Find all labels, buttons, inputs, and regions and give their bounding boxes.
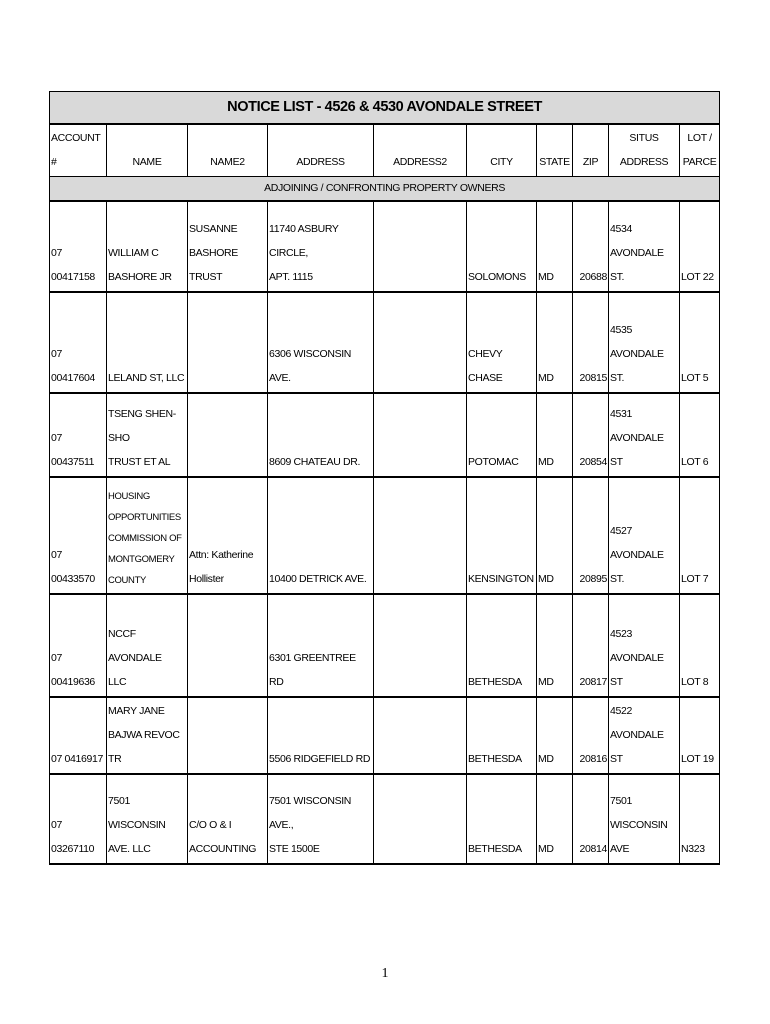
address-cell [268, 774, 374, 864]
account-cell [50, 201, 107, 292]
situs-address-line: WISCONSIN [610, 819, 668, 831]
name-line: OPPORTUNITIES [108, 512, 181, 523]
account-line: 07 [51, 549, 62, 561]
lot-parcel-cell: LOT 8 [680, 594, 720, 697]
account-line: 00417158 [51, 271, 95, 283]
lot-parcel-cell: LOT 19 [680, 697, 720, 774]
table-row [50, 393, 720, 477]
situs-address-line: 4535 [610, 324, 632, 336]
name-line: LLC [108, 676, 127, 688]
situs-address-line: 7501 [610, 795, 632, 807]
page-number: 1 [381, 966, 389, 981]
address-line: 11740 ASBURY CIRCLE, [269, 223, 339, 259]
name-cell [107, 393, 188, 477]
account-line: 07 [51, 652, 62, 664]
city-cell: BETHESDA [467, 774, 537, 864]
address-line: APT. 1115 [269, 271, 313, 283]
name2-line: C/O O & I [189, 819, 232, 831]
header-situs-line2: ADDRESS [619, 156, 669, 168]
name-cell [107, 594, 188, 697]
lot-parcel-cell: LOT 6 [680, 393, 720, 477]
account-line: 07 [51, 819, 62, 831]
situs-address-cell [609, 477, 680, 594]
name-line: TRUST ET AL [108, 456, 171, 468]
table-row [50, 477, 720, 594]
address-line: 10400 DETRICK AVE. [269, 573, 367, 585]
account-line: 00419636 [51, 676, 95, 688]
name-line: 7501 WISCONSIN [108, 795, 166, 831]
name-line: COUNTY [108, 575, 147, 586]
account-line: 07 [51, 432, 62, 444]
situs-address-line: AVONDALE ST. [610, 549, 664, 585]
situs-address-line: AVE [610, 843, 630, 855]
account-cell [50, 292, 107, 393]
lot-parcel-cell: LOT 22 [680, 201, 720, 292]
header-situs-line1: SITUS [629, 132, 659, 144]
situs-address-line: 4527 [610, 525, 632, 537]
account-line: 03267110 [51, 843, 95, 855]
city-cell: SOLOMONS [467, 201, 537, 292]
name-line: BASHORE JR [108, 271, 172, 283]
name-cell [107, 774, 188, 864]
zip-cell: 20688 [573, 201, 609, 292]
address-cell [268, 393, 374, 477]
name2-cell [188, 594, 268, 697]
account-cell [50, 594, 107, 697]
name-cell [107, 201, 188, 292]
header-situs-address [609, 124, 680, 177]
header-city: CITY [467, 124, 537, 177]
situs-address-line: AVONDALE ST [610, 729, 664, 765]
address-cell [268, 477, 374, 594]
situs-address-cell [609, 774, 680, 864]
lot-parcel-cell: N323 [680, 774, 720, 864]
city-cell: BETHESDA [467, 697, 537, 774]
name-line: WILLIAM C [108, 247, 159, 259]
address2-cell [374, 393, 467, 477]
situs-address-line: 4523 [610, 628, 632, 640]
address-line: 6301 GREENTREE RD [269, 652, 356, 688]
name2-line: BASHORE TRUST [189, 247, 238, 283]
address2-cell [374, 292, 467, 393]
situs-address-line: AVONDALE ST. [610, 348, 664, 384]
address-line: 8609 CHATEAU DR. [269, 456, 361, 468]
lot-parcel-cell: LOT 7 [680, 477, 720, 594]
header-account: ACCOUNT # [50, 124, 107, 177]
section-label: ADJOINING / CONFRONTING PROPERTY OWNERS [50, 177, 720, 202]
situs-address-cell [609, 594, 680, 697]
account-line: 07 0416917 [51, 753, 103, 765]
address-cell [268, 697, 374, 774]
header-address2: ADDRESS2 [374, 124, 467, 177]
account-cell [50, 477, 107, 594]
name-line: HOUSING [108, 491, 150, 502]
name2-cell [188, 201, 268, 292]
table-row [50, 594, 720, 697]
city-cell: BETHESDA [467, 594, 537, 697]
address2-cell [374, 697, 467, 774]
header-lot-line2: PARCE [682, 156, 717, 168]
situs-address-line: AVONDALE ST [610, 432, 664, 468]
account-cell [50, 774, 107, 864]
state-cell: MD [537, 393, 573, 477]
city-cell: CHEVY CHASE [467, 292, 537, 393]
state-cell: MD [537, 477, 573, 594]
name2-cell [188, 393, 268, 477]
address-cell [268, 594, 374, 697]
address-line: 6306 WISCONSIN AVE. [269, 348, 352, 384]
zip-cell: 20895 [573, 477, 609, 594]
zip-cell: 20815 [573, 292, 609, 393]
situs-address-line: AVONDALE ST [610, 652, 664, 688]
situs-address-line: 4531 [610, 408, 632, 420]
situs-address-line: 4522 [610, 705, 632, 717]
header-lot-parcel [680, 124, 720, 177]
zip-cell: 20817 [573, 594, 609, 697]
state-cell: MD [537, 594, 573, 697]
state-cell: MD [537, 774, 573, 864]
name-line: COMMISSION OF [108, 533, 182, 544]
name-line: MONTGOMERY [108, 554, 175, 565]
owner-rows [50, 201, 720, 864]
account-line: 00433570 [51, 573, 95, 585]
name-line: BAJWA REVOC TR [108, 729, 180, 765]
address-line: 5506 RIDGEFIELD RD [269, 753, 371, 765]
name2-cell [188, 774, 268, 864]
header-address: ADDRESS [268, 124, 374, 177]
state-cell: MD [537, 292, 573, 393]
account-cell [50, 697, 107, 774]
account-line: 07 [51, 247, 62, 259]
name-line: NCCF AVONDALE [108, 628, 162, 664]
table-row [50, 201, 720, 292]
account-cell [50, 393, 107, 477]
name-cell [107, 697, 188, 774]
name-cell [107, 292, 188, 393]
table-row [50, 292, 720, 393]
account-line: 00437511 [51, 456, 95, 468]
name-cell [107, 477, 188, 594]
name2-cell [188, 292, 268, 393]
city-cell: POTOMAC [467, 393, 537, 477]
state-cell: MD [537, 697, 573, 774]
situs-address-cell [609, 393, 680, 477]
address-line: 7501 WISCONSIN AVE., [269, 795, 352, 831]
address-line: STE 1500E [269, 843, 320, 855]
table-row [50, 697, 720, 774]
address2-cell [374, 477, 467, 594]
situs-address-cell [609, 201, 680, 292]
name2-line: SUSANNE [189, 223, 238, 235]
name2-line: Attn: Katherine [189, 549, 254, 561]
header-lot-line1: LOT / [687, 132, 712, 144]
address-cell [268, 292, 374, 393]
state-cell: MD [537, 201, 573, 292]
address2-cell [374, 774, 467, 864]
table-title: NOTICE LIST - 4526 & 4530 AVONDALE STREET [50, 92, 720, 125]
name2-line: ACCOUNTING [189, 843, 257, 855]
situs-address-line: AVONDALE ST. [610, 247, 664, 283]
zip-cell: 20814 [573, 774, 609, 864]
zip-cell: 20816 [573, 697, 609, 774]
notice-list-table [49, 91, 720, 865]
zip-cell: 20854 [573, 393, 609, 477]
table-row [50, 774, 720, 864]
name2-line: Hollister [189, 573, 224, 585]
name-line: LELAND ST, LLC [108, 372, 185, 384]
name2-cell [188, 697, 268, 774]
header-state: STATE [537, 124, 573, 177]
name-line: TSENG SHEN-SHO [108, 408, 176, 444]
city-cell: KENSINGTON [467, 477, 537, 594]
name2-cell [188, 477, 268, 594]
header-name2: NAME2 [188, 124, 268, 177]
address2-cell [374, 594, 467, 697]
name-line: AVE. LLC [108, 843, 151, 855]
header-row [50, 124, 720, 177]
account-line: 07 [51, 348, 62, 360]
lot-parcel-cell: LOT 5 [680, 292, 720, 393]
situs-address-line: 4534 [610, 223, 632, 235]
header-zip: ZIP [573, 124, 609, 177]
name-line: MARY JANE [108, 705, 165, 717]
account-line: 00417604 [51, 372, 95, 384]
situs-address-cell [609, 292, 680, 393]
situs-address-cell [609, 697, 680, 774]
header-name: NAME [107, 124, 188, 177]
address-cell [268, 201, 374, 292]
address2-cell [374, 201, 467, 292]
